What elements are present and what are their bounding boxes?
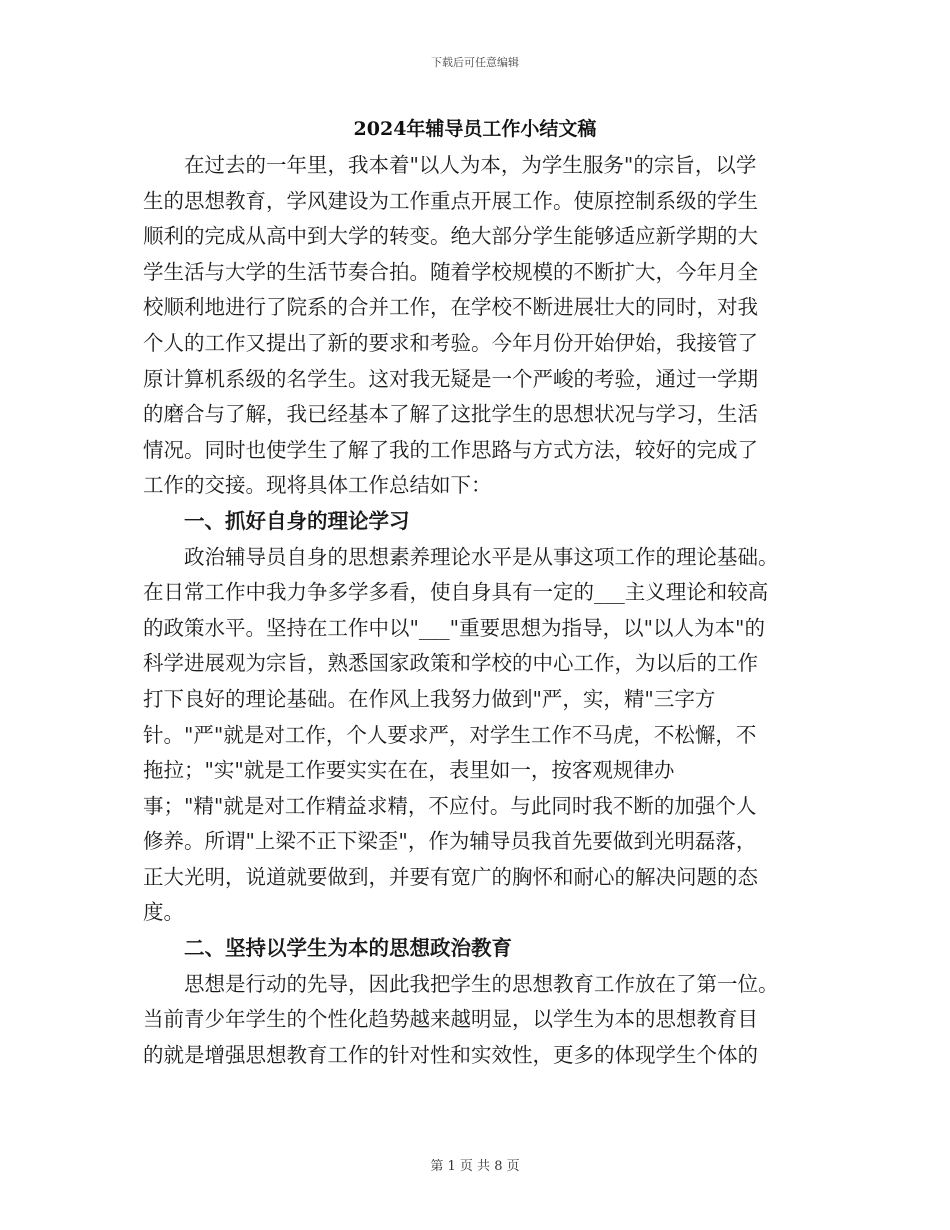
- body-line: 科学进展观为宗旨，熟悉国家政策和学校的中心工作，为以后的工作: [143, 651, 758, 676]
- body-line: 生的思想教育，学风建设为工作重点开展工作。使原控制系级的学生: [143, 188, 758, 213]
- body-line: 针。"严"就是对工作，个人要求严，对学生工作不马虎，不松懈，不: [143, 722, 757, 747]
- body-line: 原计算机系级的名学生。这对我无疑是一个严峻的考验，通过一学期: [143, 366, 758, 391]
- body-line: 思想是行动的先导，因此我把学生的思想教育工作放在了第一位。: [143, 971, 779, 996]
- body-line: 校顺利地进行了院系的合并工作，在学校不断进展壮大的同时，对我: [143, 295, 758, 320]
- page-number: 第 1 页 共 8 页: [430, 1159, 520, 1174]
- body-line: 个人的工作又提出了新的要求和考验。今年月份开始伊始，我接管了: [143, 330, 758, 355]
- body-line: 工作的交接。现将具体工作总结如下：: [143, 473, 492, 498]
- document-title: 2024年辅导员工作小结文稿: [353, 118, 597, 140]
- body-line: 的磨合与了解，我已经基本了解了这批学生的思想状况与学习，生活: [143, 402, 758, 427]
- body-line: 度。: [143, 900, 184, 925]
- section-heading: 一、抓好自身的理论学习: [143, 508, 410, 533]
- body-line: 打下良好的理论基础。在作风上我努力做到"严，实，精"三字方: [143, 686, 716, 711]
- body-line: 当前青少年学生的个性化趋势越来越明显，以学生为本的思想教育目: [143, 1007, 758, 1032]
- body-line: 修养。所谓"上梁不正下梁歪"，作为辅导员我首先要做到光明磊落，: [143, 829, 757, 854]
- body-line: 政治辅导员自身的思想素养理论水平是从事这项工作的理论基础。: [143, 544, 779, 569]
- body-line: 在过去的一年里，我本着"以人为本，为学生服务"的宗旨，以学: [143, 153, 757, 177]
- body-line: 拖拉；"实"就是工作要实实在在，表里如一，按客观规律办: [143, 758, 675, 783]
- header-note: 下载后可任意编辑: [431, 56, 519, 69]
- body-line: 在日常工作中我力争多学多看，使自身具有一定的___主义理论和较高: [143, 580, 769, 605]
- body-line: 的就是增强思想教育工作的针对性和实效性，更多的体现学生个体的: [143, 1042, 758, 1067]
- section-heading: 二、坚持以学生为本的思想政治教育: [143, 936, 512, 961]
- body-line: 事；"精"就是对工作精益求精，不应付。与此同时我不断的加强个人: [143, 793, 757, 818]
- body-line: 情况。同时也使学生了解了我的工作思路与方式方法，较好的完成了: [143, 437, 758, 462]
- body-line: 学生活与大学的生活节奏合拍。随着学校规模的不断扩大，今年月全: [143, 259, 758, 284]
- body-line: 的政策水平。坚持在工作中以"___"重要思想为指导，以"以人为本"的: [143, 615, 765, 640]
- document-body: [143, 148, 811, 1073]
- body-line: 顺利的完成从高中到大学的转变。绝大部分学生能够适应新学期的大: [143, 224, 758, 249]
- body-line: 正大光明，说道就要做到，并要有宽广的胸怀和耐心的解决问题的态: [143, 864, 758, 889]
